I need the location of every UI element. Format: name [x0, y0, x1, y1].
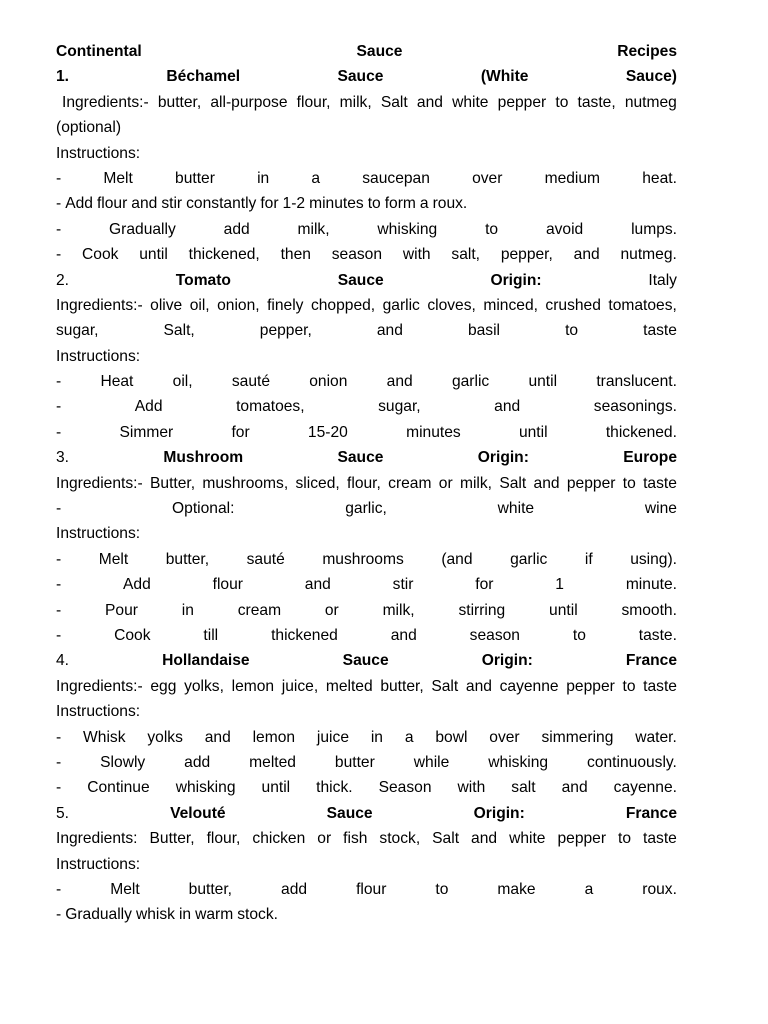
- word: Sauce: [356, 43, 403, 60]
- word: (White: [480, 68, 529, 86]
- word: or: [438, 474, 453, 492]
- word: Melt: [110, 880, 140, 898]
- word: crushed: [545, 296, 601, 314]
- word: -: [56, 423, 62, 441]
- text-line: [56, 445, 677, 470]
- text-line: [56, 750, 677, 775]
- word: chicken: [252, 830, 306, 848]
- text-line: [56, 420, 677, 445]
- text-line: [56, 496, 677, 521]
- word: Melt: [103, 169, 133, 187]
- word: flour: [96, 195, 128, 213]
- word: Mushroom: [163, 449, 244, 467]
- word: Instructions:: [56, 347, 141, 365]
- word: Ingredients:-: [56, 677, 143, 695]
- word: constantly: [186, 195, 257, 213]
- text-line: [56, 902, 677, 927]
- word: pepper: [566, 677, 615, 695]
- word: until: [549, 601, 578, 619]
- word: saucepan: [362, 169, 430, 187]
- word: Butter,: [150, 474, 196, 492]
- word: to: [435, 880, 449, 898]
- word: Europe: [623, 449, 677, 467]
- word: juice: [316, 728, 349, 746]
- word: -: [56, 753, 62, 771]
- word: until: [528, 373, 558, 391]
- word: over: [489, 728, 520, 746]
- word: Whisk: [83, 728, 126, 746]
- word: a: [419, 195, 429, 213]
- word: to: [622, 677, 636, 695]
- text-line: [56, 623, 677, 648]
- word: oil,: [172, 373, 193, 391]
- word: Sauce: [326, 804, 373, 822]
- word: bowl: [435, 728, 468, 746]
- word: garlic: [451, 373, 490, 391]
- word: stock.: [237, 906, 278, 924]
- word: translucent.: [596, 373, 677, 391]
- word: -: [56, 169, 62, 187]
- word: over: [472, 169, 503, 187]
- word: butter,: [380, 677, 424, 695]
- word: Add: [134, 398, 163, 416]
- word: flour,: [347, 474, 381, 492]
- word: Continue: [87, 779, 150, 797]
- word: add: [281, 880, 308, 898]
- word: a: [584, 880, 594, 898]
- word: flour,: [296, 93, 331, 111]
- text-line: [56, 801, 677, 826]
- word: -: [56, 779, 62, 797]
- word: for: [260, 195, 279, 213]
- text-line: [56, 598, 677, 623]
- word: Italy: [648, 271, 677, 289]
- word: Add: [65, 195, 93, 213]
- word: to: [367, 195, 381, 213]
- word: mushrooms: [322, 550, 404, 568]
- word: to: [572, 626, 586, 644]
- word: onion,: [217, 296, 260, 314]
- word: and: [494, 398, 521, 416]
- word: stir: [161, 195, 183, 213]
- word: tomatoes,: [236, 398, 305, 416]
- word: Instructions:: [56, 703, 141, 721]
- word: minutes: [309, 195, 364, 213]
- word: butter,: [188, 880, 233, 898]
- word: stirring: [458, 601, 506, 619]
- word: -: [56, 550, 62, 568]
- word: -: [56, 576, 62, 594]
- word: taste: [643, 474, 677, 492]
- text-line: [56, 217, 677, 242]
- text-line: [56, 572, 677, 597]
- word: mushrooms,: [202, 474, 289, 492]
- word: with: [402, 246, 431, 264]
- word: with: [457, 779, 486, 797]
- text-line: [56, 64, 677, 89]
- text-line: [56, 471, 677, 496]
- text-line: [56, 394, 677, 419]
- word: for: [231, 423, 250, 441]
- word: Instructions:: [56, 855, 141, 873]
- document-body: [56, 39, 677, 928]
- word: pepper: [497, 93, 547, 111]
- word: Recipes: [617, 43, 677, 60]
- word: -: [56, 601, 62, 619]
- word: seasonings.: [593, 398, 677, 416]
- word: while: [413, 753, 450, 771]
- word: -: [56, 906, 62, 924]
- word: stir: [392, 576, 414, 594]
- text-line: [56, 39, 677, 64]
- word: taste,: [577, 93, 616, 111]
- word: thick.: [316, 779, 353, 797]
- word: whisking: [175, 779, 236, 797]
- word: Sauce): [625, 68, 677, 86]
- word: pepper: [557, 830, 607, 848]
- word: Béchamel: [166, 68, 241, 86]
- word: to: [555, 93, 569, 111]
- word: Slowly: [100, 753, 146, 771]
- word: a: [404, 728, 414, 746]
- word: taste: [643, 677, 677, 695]
- text-line: [56, 699, 677, 724]
- word: roux.: [642, 880, 677, 898]
- word: taste: [643, 322, 677, 340]
- word: thickened.: [605, 423, 677, 441]
- text-line: [56, 547, 677, 572]
- word: yolks,: [184, 677, 224, 695]
- word: and: [386, 373, 413, 391]
- text-line: [56, 115, 677, 140]
- word: and: [533, 474, 560, 492]
- word: and: [204, 728, 231, 746]
- word: 1.: [56, 68, 70, 86]
- word: olive: [150, 296, 183, 314]
- word: Butter,: [149, 830, 195, 848]
- word: simmering: [541, 728, 614, 746]
- text-line: [56, 725, 677, 750]
- word: whisking: [377, 220, 438, 238]
- word: yolks: [147, 728, 183, 746]
- word: 15-20: [307, 423, 348, 441]
- word: Hollandaise: [162, 652, 250, 670]
- word: -: [56, 246, 62, 264]
- word: Origin:: [477, 449, 529, 467]
- word: finely: [267, 296, 304, 314]
- word: chopped,: [310, 296, 376, 314]
- text-line: [56, 268, 677, 293]
- word: milk,: [382, 601, 415, 619]
- word: Salt,: [163, 322, 195, 340]
- word: tomatoes,: [608, 296, 677, 314]
- word: and: [471, 830, 498, 848]
- word: Sauce: [337, 449, 384, 467]
- word: flour: [356, 880, 387, 898]
- word: lemon: [231, 677, 275, 695]
- word: medium: [544, 169, 601, 187]
- word: juice,: [281, 677, 319, 695]
- word: until: [139, 246, 168, 264]
- text-line: [56, 369, 677, 394]
- word: form: [384, 195, 416, 213]
- word: Ingredients:-: [62, 93, 149, 111]
- word: if: [584, 550, 593, 568]
- word: Tomato: [175, 271, 231, 289]
- word: basil: [467, 322, 501, 340]
- word: 1-2: [282, 195, 306, 213]
- word: butter,: [165, 550, 210, 568]
- word: stock,: [379, 830, 421, 848]
- word: (optional): [56, 119, 122, 137]
- word: add: [184, 753, 211, 771]
- word: fish: [343, 830, 368, 848]
- word: white: [509, 830, 546, 848]
- word: garlic: [382, 296, 420, 314]
- word: roux.: [432, 195, 468, 213]
- word: and: [304, 576, 331, 594]
- word: whisking: [488, 753, 549, 771]
- word: -: [56, 500, 62, 518]
- word: -: [56, 373, 62, 391]
- word: lumps.: [631, 220, 677, 238]
- word: Origin:: [481, 652, 533, 670]
- word: cayenne.: [613, 779, 677, 797]
- word: nutmeg.: [620, 246, 677, 264]
- word: and: [573, 246, 600, 264]
- word: or: [317, 830, 332, 848]
- word: using).: [630, 550, 677, 568]
- word: Instructions:: [56, 525, 141, 543]
- text-line: [56, 521, 677, 546]
- word: sauté: [231, 373, 270, 391]
- word: taste: [643, 830, 677, 848]
- word: Salt: [380, 93, 408, 111]
- word: sliced,: [295, 474, 340, 492]
- word: continuously.: [587, 753, 677, 771]
- word: minute.: [625, 576, 677, 594]
- word: milk,: [297, 220, 330, 238]
- word: then: [280, 246, 311, 264]
- word: 4.: [56, 652, 70, 670]
- word: all-purpose: [210, 93, 288, 111]
- word: Optional:: [172, 500, 235, 518]
- text-line: [56, 775, 677, 800]
- word: in: [181, 601, 194, 619]
- word: cloves,: [427, 296, 476, 314]
- word: in: [370, 728, 383, 746]
- word: flour,: [206, 830, 241, 848]
- word: and: [390, 626, 417, 644]
- text-line: [56, 318, 677, 343]
- word: Continental: [56, 43, 142, 60]
- word: onion: [309, 373, 348, 391]
- word: Ingredients:-: [56, 296, 143, 314]
- text-line: [56, 166, 677, 191]
- word: salt,: [451, 246, 480, 264]
- word: Melt: [98, 550, 129, 568]
- word: Sauce: [337, 68, 384, 86]
- word: -: [56, 626, 62, 644]
- word: and: [465, 677, 492, 695]
- text-line: [56, 90, 677, 115]
- word: oil,: [189, 296, 210, 314]
- word: to: [565, 322, 579, 340]
- word: to: [618, 830, 632, 848]
- word: make: [497, 880, 536, 898]
- word: Heat: [100, 373, 134, 391]
- word: sauté: [246, 550, 285, 568]
- word: egg: [150, 677, 177, 695]
- word: Salt: [499, 474, 527, 492]
- word: cream: [388, 474, 432, 492]
- word: garlic: [510, 550, 548, 568]
- word: salt: [511, 779, 536, 797]
- word: a: [311, 169, 321, 187]
- word: Gradually: [109, 220, 176, 238]
- word: 2.: [56, 271, 70, 289]
- word: (and: [441, 550, 473, 568]
- word: pepper: [566, 474, 616, 492]
- word: and: [561, 779, 588, 797]
- word: Pour: [105, 601, 138, 619]
- word: for: [475, 576, 494, 594]
- word: minced,: [483, 296, 538, 314]
- text-line: [56, 293, 677, 318]
- word: season: [469, 626, 520, 644]
- word: to: [485, 220, 499, 238]
- word: wine: [644, 500, 677, 518]
- text-line: [56, 674, 677, 699]
- text-line: [56, 242, 677, 267]
- text-line: [56, 191, 677, 216]
- word: Salt: [432, 830, 460, 848]
- word: taste.: [638, 626, 677, 644]
- word: Season: [378, 779, 432, 797]
- word: smooth.: [621, 601, 677, 619]
- word: cayenne: [499, 677, 559, 695]
- text-line: [56, 141, 677, 166]
- word: to: [622, 474, 636, 492]
- word: thickened: [271, 626, 338, 644]
- word: until: [518, 423, 548, 441]
- word: -: [56, 398, 62, 416]
- word: Origin:: [490, 271, 542, 289]
- word: Cook: [82, 246, 119, 264]
- word: heat.: [642, 169, 677, 187]
- word: and: [376, 322, 403, 340]
- word: thickened,: [188, 246, 260, 264]
- word: 1: [555, 576, 564, 594]
- word: water.: [635, 728, 677, 746]
- word: Simmer: [119, 423, 174, 441]
- text-line: [56, 648, 677, 673]
- word: minutes: [406, 423, 461, 441]
- word: milk,: [459, 474, 493, 492]
- word: melted: [325, 677, 373, 695]
- word: or: [324, 601, 339, 619]
- word: -: [56, 728, 62, 746]
- word: Salt: [431, 677, 459, 695]
- word: 3.: [56, 449, 70, 467]
- word: warm: [195, 906, 234, 924]
- word: Instructions:: [56, 144, 141, 162]
- word: until: [261, 779, 291, 797]
- word: butter,: [157, 93, 202, 111]
- word: garlic,: [345, 500, 387, 518]
- word: Origin:: [473, 804, 525, 822]
- word: season: [331, 246, 383, 264]
- text-line: [56, 852, 677, 877]
- word: Cook: [114, 626, 151, 644]
- word: Ingredients:: [56, 830, 138, 848]
- word: white: [497, 500, 535, 518]
- word: Sauce: [342, 652, 389, 670]
- word: pepper,: [259, 322, 312, 340]
- word: add: [223, 220, 250, 238]
- text-line: [56, 344, 677, 369]
- word: 5.: [56, 804, 70, 822]
- word: flour: [212, 576, 243, 594]
- word: avoid: [545, 220, 584, 238]
- word: France: [625, 804, 677, 822]
- word: till: [203, 626, 219, 644]
- word: in: [257, 169, 270, 187]
- word: lemon: [252, 728, 296, 746]
- word: Ingredients:-: [56, 474, 143, 492]
- word: -: [56, 880, 62, 898]
- word: white: [452, 93, 489, 111]
- word: -: [56, 220, 62, 238]
- word: milk,: [339, 93, 372, 111]
- word: butter: [175, 169, 215, 187]
- word: sugar,: [378, 398, 421, 416]
- word: pepper,: [500, 246, 553, 264]
- text-line: [56, 826, 677, 851]
- word: and: [416, 93, 443, 111]
- word: melted: [249, 753, 296, 771]
- word: -: [56, 195, 62, 213]
- word: Add: [123, 576, 151, 594]
- word: nutmeg: [624, 93, 677, 111]
- word: Sauce: [337, 271, 384, 289]
- word: cream: [237, 601, 282, 619]
- word: whisk: [135, 906, 175, 924]
- word: in: [178, 906, 192, 924]
- word: butter: [334, 753, 375, 771]
- word: Gradually: [65, 906, 132, 924]
- word: and: [131, 195, 158, 213]
- word: France: [625, 652, 677, 670]
- text-line: [56, 877, 677, 902]
- word: sugar,: [56, 322, 99, 340]
- word: Velouté: [170, 804, 226, 822]
